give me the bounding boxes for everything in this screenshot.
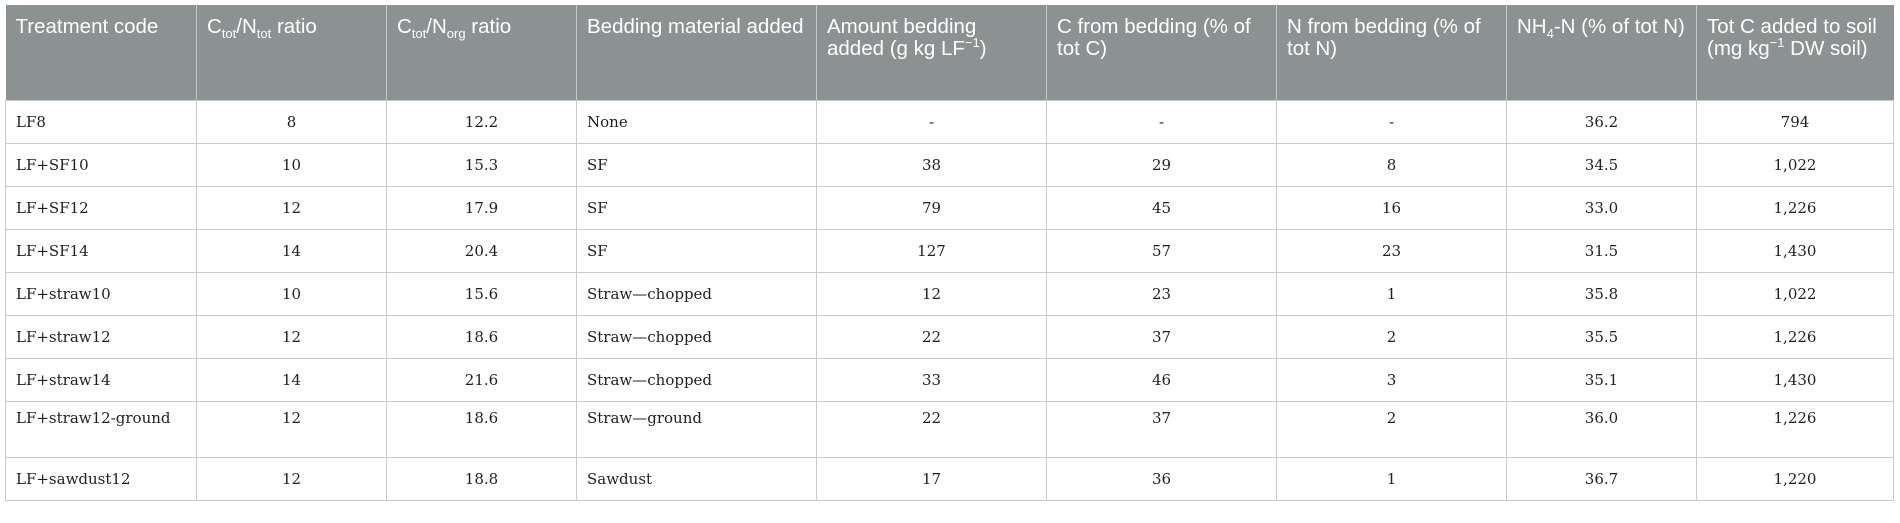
cell-ctot-ntot: 14: [197, 358, 387, 401]
cell-amount-bedding: 33: [817, 358, 1047, 401]
header-text: tot: [221, 26, 237, 41]
cell-treatment-code: LF+straw10: [6, 272, 197, 315]
cell-ctot-norg: 17.9: [387, 186, 577, 229]
cell-amount-bedding: 22: [817, 401, 1047, 457]
header-text: −1: [1769, 35, 1785, 50]
header-text: /N: [236, 15, 257, 38]
cell-n-from-bedding: 2: [1277, 401, 1507, 457]
cell-nh4-n: 33.0: [1507, 186, 1697, 229]
header-n-from-bedding: [1277, 5, 1507, 100]
header-bedding-material: [577, 5, 817, 100]
header-tot-c-added: [1697, 5, 1894, 100]
header-text: 4: [1546, 26, 1554, 41]
cell-ctot-ntot: 12: [197, 401, 387, 457]
cell-c-from-bedding: -: [1047, 100, 1277, 143]
cell-ctot-norg: 15.6: [387, 272, 577, 315]
header-c-from-bedding: [1047, 5, 1277, 100]
header-text: tot: [256, 26, 272, 41]
cell-n-from-bedding: 1: [1277, 457, 1507, 500]
cell-tot-c-added: 1,220: [1697, 457, 1894, 500]
cell-c-from-bedding: 57: [1047, 229, 1277, 272]
cell-bedding-material: SF: [577, 186, 817, 229]
cell-n-from-bedding: 3: [1277, 358, 1507, 401]
cell-n-from-bedding: 8: [1277, 143, 1507, 186]
cell-bedding-material: Straw—ground: [577, 401, 817, 457]
cell-treatment-code: LF+straw12-ground: [6, 401, 197, 457]
cell-amount-bedding: 38: [817, 143, 1047, 186]
cell-ctot-ntot: 8: [197, 100, 387, 143]
cell-bedding-material: None: [577, 100, 817, 143]
cell-ctot-ntot: 14: [197, 229, 387, 272]
header-text: −1: [964, 35, 980, 50]
data-table: [5, 5, 1894, 501]
header-text: Tot C added to soil (mg kg: [1707, 15, 1877, 60]
cell-amount-bedding: 22: [817, 315, 1047, 358]
table-header-row: [6, 5, 1894, 100]
cell-tot-c-added: 1,226: [1697, 401, 1894, 457]
cell-bedding-material: SF: [577, 229, 817, 272]
cell-nh4-n: 31.5: [1507, 229, 1697, 272]
header-treatment-code: [6, 5, 197, 100]
cell-n-from-bedding: 16: [1277, 186, 1507, 229]
header-text: org: [446, 26, 466, 41]
cell-ctot-ntot: 10: [197, 272, 387, 315]
cell-bedding-material: Straw—chopped: [577, 315, 817, 358]
cell-nh4-n: 34.5: [1507, 143, 1697, 186]
header-text: Amount bedding added (g kg LF: [827, 15, 977, 60]
cell-c-from-bedding: 46: [1047, 358, 1277, 401]
cell-tot-c-added: 1,226: [1697, 186, 1894, 229]
header-text: Bedding material added: [587, 15, 804, 38]
header-text: C: [207, 15, 222, 38]
cell-treatment-code: LF+straw14: [6, 358, 197, 401]
cell-n-from-bedding: -: [1277, 100, 1507, 143]
cell-treatment-code: LF+SF10: [6, 143, 197, 186]
table-row: [6, 358, 1894, 401]
cell-nh4-n: 36.0: [1507, 401, 1697, 457]
cell-c-from-bedding: 45: [1047, 186, 1277, 229]
cell-ctot-ntot: 12: [197, 457, 387, 500]
header-text: tot: [411, 26, 427, 41]
cell-ctot-norg: 21.6: [387, 358, 577, 401]
header-text: ): [979, 37, 987, 60]
header-text: -N (% of tot N): [1553, 15, 1685, 38]
cell-tot-c-added: 794: [1697, 100, 1894, 143]
header-amount-bedding: [817, 5, 1047, 100]
cell-ctot-norg: 12.2: [387, 100, 577, 143]
cell-bedding-material: Straw—chopped: [577, 358, 817, 401]
table-row: [6, 143, 1894, 186]
cell-amount-bedding: 17: [817, 457, 1047, 500]
cell-nh4-n: 35.8: [1507, 272, 1697, 315]
header-text: Treatment code: [15, 15, 159, 38]
table-row: [6, 401, 1894, 457]
cell-tot-c-added: 1,226: [1697, 315, 1894, 358]
header-nh4-n: [1507, 5, 1697, 100]
cell-bedding-material: Sawdust: [577, 457, 817, 500]
cell-c-from-bedding: 37: [1047, 401, 1277, 457]
cell-ctot-norg: 18.6: [387, 401, 577, 457]
header-text: DW soil): [1784, 37, 1868, 60]
header-ctot-norg-ratio: [387, 5, 577, 100]
table-row: [6, 186, 1894, 229]
cell-ctot-ntot: 12: [197, 315, 387, 358]
table-row: [6, 457, 1894, 500]
cell-nh4-n: 36.7: [1507, 457, 1697, 500]
header-text: N from bedding (% of tot N): [1287, 15, 1481, 60]
cell-n-from-bedding: 23: [1277, 229, 1507, 272]
cell-treatment-code: LF+SF14: [6, 229, 197, 272]
header-text: ratio: [465, 15, 512, 38]
table-row: [6, 272, 1894, 315]
cell-tot-c-added: 1,430: [1697, 358, 1894, 401]
cell-ctot-ntot: 10: [197, 143, 387, 186]
cell-n-from-bedding: 2: [1277, 315, 1507, 358]
cell-amount-bedding: -: [817, 100, 1047, 143]
cell-treatment-code: LF8: [6, 100, 197, 143]
cell-ctot-norg: 15.3: [387, 143, 577, 186]
header-text: C from bedding (% of tot C): [1057, 15, 1251, 60]
cell-tot-c-added: 1,430: [1697, 229, 1894, 272]
cell-treatment-code: LF+sawdust12: [6, 457, 197, 500]
cell-amount-bedding: 12: [817, 272, 1047, 315]
cell-ctot-norg: 18.8: [387, 457, 577, 500]
cell-bedding-material: SF: [577, 143, 817, 186]
cell-amount-bedding: 127: [817, 229, 1047, 272]
header-ctot-ntot-ratio: [197, 5, 387, 100]
table-row: [6, 229, 1894, 272]
cell-tot-c-added: 1,022: [1697, 272, 1894, 315]
header-text: NH: [1517, 15, 1547, 38]
cell-c-from-bedding: 29: [1047, 143, 1277, 186]
cell-tot-c-added: 1,022: [1697, 143, 1894, 186]
header-text: C: [397, 15, 412, 38]
cell-nh4-n: 35.1: [1507, 358, 1697, 401]
cell-ctot-norg: 18.6: [387, 315, 577, 358]
cell-c-from-bedding: 23: [1047, 272, 1277, 315]
cell-c-from-bedding: 37: [1047, 315, 1277, 358]
cell-ctot-norg: 20.4: [387, 229, 577, 272]
table-row: [6, 100, 1894, 143]
cell-amount-bedding: 79: [817, 186, 1047, 229]
cell-nh4-n: 36.2: [1507, 100, 1697, 143]
cell-n-from-bedding: 1: [1277, 272, 1507, 315]
header-text: ratio: [271, 15, 317, 38]
table-body: [6, 100, 1894, 500]
table-row: [6, 315, 1894, 358]
cell-c-from-bedding: 36: [1047, 457, 1277, 500]
cell-ctot-ntot: 12: [197, 186, 387, 229]
cell-nh4-n: 35.5: [1507, 315, 1697, 358]
cell-treatment-code: LF+SF12: [6, 186, 197, 229]
cell-bedding-material: Straw—chopped: [577, 272, 817, 315]
header-text: /N: [426, 15, 447, 38]
cell-treatment-code: LF+straw12: [6, 315, 197, 358]
